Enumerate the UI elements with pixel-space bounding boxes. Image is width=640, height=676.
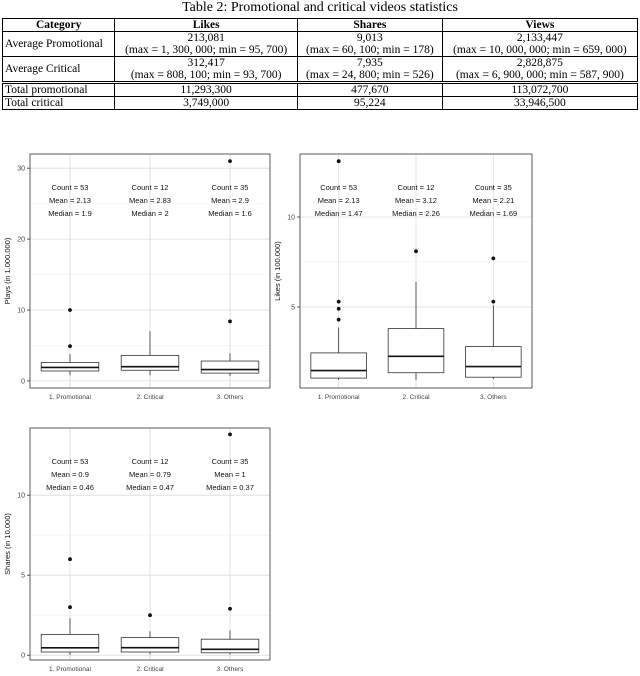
y-tick-label: 10 (17, 307, 25, 315)
annotation-text: Count = 35 (211, 457, 249, 466)
table-row (3, 83, 638, 97)
outlier-point (414, 249, 418, 253)
header-shares: Shares (297, 19, 442, 32)
y-tick-label: 20 (17, 236, 25, 244)
x-tick-label: 3. Others (479, 394, 507, 401)
shares-boxplot-svg (0, 422, 282, 676)
outlier-point (228, 433, 232, 437)
cell-views: 113,072,700 (442, 83, 637, 97)
outlier-point (228, 319, 232, 323)
table-row (3, 97, 638, 110)
annotation-text: Count = 53 (320, 183, 358, 192)
x-tick-label: 1. Promotional (49, 394, 91, 401)
cell-shares: 95,224 (297, 97, 442, 110)
annotation-text: Mean = 2.83 (129, 196, 171, 205)
header-likes: Likes (115, 19, 298, 32)
views-range: (max = 10, 000, 000; min = 659, 000) (453, 44, 627, 56)
x-tick-label: 2. Critical (136, 394, 164, 401)
y-tick-label: 0 (21, 652, 25, 660)
annotation-text: Median = 1.9 (48, 209, 92, 218)
annotation-text: Median = 2 (131, 209, 169, 218)
annotation-text: Mean = 2.21 (472, 196, 515, 205)
outlier-point (68, 557, 72, 561)
table-row (3, 32, 638, 57)
views-value: 2,828,875 (516, 57, 563, 69)
annotation-text: Count = 12 (131, 457, 169, 466)
outlier-point (337, 300, 341, 304)
y-tick-label: 5 (291, 304, 295, 312)
y-axis-label: Shares (in 10.000) (3, 513, 12, 575)
annotation-text: Mean = 0.79 (129, 470, 171, 479)
annotation-text: Median = 0.37 (206, 483, 254, 492)
cell-category: Average Promotional (3, 32, 115, 57)
outlier-point (491, 257, 495, 261)
x-tick-label: 1. Promotional (317, 394, 360, 401)
annotation-text: Count = 35 (474, 183, 512, 192)
likes-value: 213,081 (187, 32, 225, 44)
header-category: Category (3, 19, 115, 32)
cell-category: Total critical (3, 97, 115, 110)
y-tick-label: 10 (17, 492, 25, 500)
box (121, 355, 179, 370)
annotation-text: Median = 1.69 (469, 209, 518, 218)
table-caption: Table 2: Promotional and critical videos statistics (182, 0, 458, 15)
annotation-text: Count = 53 (51, 183, 89, 192)
y-tick-label: 30 (17, 165, 25, 173)
outlier-point (337, 307, 341, 311)
header-views: Views (442, 19, 637, 32)
y-tick-label: 10 (287, 214, 295, 222)
x-tick-label: 2. Critical (136, 666, 164, 673)
x-tick-label: 3. Others (216, 394, 244, 401)
box (465, 347, 521, 378)
cell-likes: 3,749,000 (115, 97, 298, 110)
plays-boxplot-svg (0, 148, 282, 416)
annotation-text: Median = 0.47 (126, 483, 174, 492)
annotation-text: Median = 1.6 (208, 209, 252, 218)
x-tick-label: 2. Critical (402, 394, 430, 401)
likes-boxplot (270, 148, 536, 416)
shares-boxplot (0, 422, 282, 676)
views-range: (max = 6, 900, 000; min = 587, 900) (455, 69, 624, 81)
y-tick-label: 5 (21, 572, 25, 580)
likes-value: 312,417 (187, 57, 225, 69)
outlier-point (228, 607, 232, 611)
outlier-point (68, 308, 72, 312)
box (388, 329, 444, 373)
annotation-text: Median = 0.46 (46, 483, 94, 492)
annotation-text: Mean = 2.9 (211, 196, 249, 205)
outlier-point (228, 159, 232, 163)
shares-value: 9,013 (356, 32, 383, 44)
annotation-text: Count = 53 (51, 457, 89, 466)
annotation-text: Median = 1.47 (314, 209, 363, 218)
annotation-text: Count = 12 (397, 183, 435, 192)
annotation-text: Mean = 1 (214, 470, 246, 479)
likes-range: (max = 808, 100; min = 93, 700) (130, 69, 282, 81)
annotation-text: Count = 12 (131, 183, 169, 192)
annotation-text: Mean = 0.9 (51, 470, 89, 479)
annotation-text: Mean = 2.13 (317, 196, 360, 205)
y-tick-label: 0 (21, 378, 25, 386)
views-value: 2,133,447 (516, 32, 563, 44)
outlier-point (148, 613, 152, 617)
likes-boxplot-svg (270, 148, 536, 416)
shares-value: 7,935 (356, 57, 383, 69)
cell-likes: 11,293,300 (115, 83, 298, 97)
likes-range: (max = 1, 300, 000; min = 95, 700) (125, 44, 288, 56)
outlier-point (337, 159, 341, 163)
table-header-row (3, 19, 638, 32)
outlier-point (68, 344, 72, 348)
statistics-table (2, 18, 638, 110)
x-tick-label: 3. Others (216, 666, 244, 673)
cell-views (442, 32, 637, 57)
cell-category: Total promotional (3, 83, 115, 97)
cell-shares (297, 57, 442, 83)
y-axis-label: Plays (in 1.000.000) (3, 237, 12, 305)
outlier-point (337, 318, 341, 322)
cell-shares (297, 32, 442, 57)
annotation-text: Mean = 2.13 (49, 196, 91, 205)
box (121, 638, 179, 652)
annotation-text: Count = 35 (211, 183, 249, 192)
shares-range: (max = 60, 100; min = 178) (306, 44, 434, 56)
outlier-point (491, 300, 495, 304)
cell-category: Average Critical (3, 57, 115, 83)
table-row (3, 57, 638, 83)
outlier-point (68, 605, 72, 609)
cell-likes (115, 57, 298, 83)
plays-boxplot (0, 148, 282, 416)
box (311, 353, 367, 378)
cell-views (442, 57, 637, 83)
box (41, 634, 99, 652)
box (201, 361, 259, 373)
cell-views: 33,946,500 (442, 97, 637, 110)
x-tick-label: 1. Promotional (49, 666, 91, 673)
cell-likes (115, 32, 298, 57)
annotation-text: Mean = 3.12 (395, 196, 437, 205)
shares-range: (max = 24, 800; min = 526) (306, 69, 434, 81)
cell-shares: 477,670 (297, 83, 442, 97)
y-axis-label: Likes (in 100.000) (273, 241, 282, 301)
annotation-text: Median = 2.26 (392, 209, 440, 218)
box (201, 639, 259, 653)
